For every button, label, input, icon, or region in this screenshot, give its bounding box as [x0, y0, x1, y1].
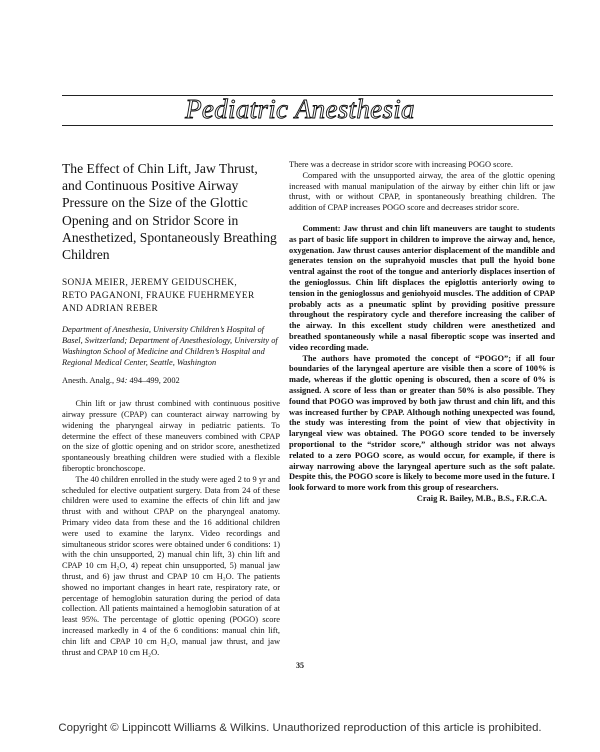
- citation-volume: 94:: [114, 376, 128, 386]
- author-line: AND ADRIAN REBER: [62, 304, 158, 315]
- author-list: [62, 277, 280, 316]
- section-title: Pediatric Anesthesia: [185, 94, 415, 124]
- left-column: [62, 160, 280, 658]
- section-header: [0, 81, 600, 139]
- body-paragraph: The 40 children enrolled in the study were aged 2 to 9 yr and scheduled for elective outpatient surgery. Data from 24 of these children were used to examine the effects of chin lift and jaw thrust with and without CPAP on the pharyngeal anatomy. Primary video data from these and the 16 additional children were used to examine the larynx. Video recordings and simultaneous stridor scores were obtained under 6 conditions: 1) with the chin unsupported, 2) manual chin lift, 3) chin lift and CPAP 10 cm H₂O, 4) repeat chin unsupported, 5) manual jaw thrust, and 6) jaw thrust and CPAP 10 cm H₂O. The patients showed no important changes in heart rate, respiratory rate, or percentage of hemoglobin saturation during the period of data collection. All patients maintained a hemoglobin saturation of at least 95%. The percentage of glottic opening (POGO) score increased markedly in 4 of the 6 conditions: manual chin lift, chin lift and CPAP 10 cm H₂O, manual jaw thrust, and jaw thrust and CPAP 10 cm H₂O.: [62, 474, 280, 657]
- author-line: RETO PAGANONI, FRAUKE FUEHRMEYER: [62, 291, 255, 302]
- comment-paragraph: The authors have promoted the concept of “POGO”; if all four boundaries of the laryngeal aperture are visible then a score of 100% is made, whereas if the glottic opening is obscured, then a score of 0% is assigned. A score of less than or greater than 50% is also possible. They found that POGO was improved by both jaw thrust and chin lift, and this was increased further by CPAP. Although nothing unexpected was found, the study was interesting from the point of view that objectivity in laryngeal view was obtained. The POGO score tended to be inversely proportional to the “stridor score,” although stridor was not always related to a zero POGO score, as would occur, for example, if there is airway narrowing above the laryngeal aperture such as the soft palate. Despite this, the POGO score is likely to become more used in the future. I look forward to more work from this group of researchers.: [289, 353, 555, 493]
- citation-prefix: Anesth. Analg.,: [62, 376, 115, 386]
- body-paragraph: There was a decrease in stridor score with increasing POGO score.: [289, 160, 513, 169]
- article-title: The Effect of Chin Lift, Jaw Thrust, and Continuous Positive Airway Pressure on the Size of the Glottic Opening and on Stridor Score in Anesthetized, Spontaneously Breathing Children: [62, 161, 277, 263]
- affiliation: Department of Anesthesia, University Children’s Hospital of Basel, Switzerland; Department of Anesthesiology, University of Washington School of Medicine and Children’s Hospital and Regional Medical Center, Seattle, Washington: [62, 325, 278, 367]
- citation-pages: 494–499, 2002: [127, 376, 180, 386]
- author-line: SONJA MEIER, JEREMY GEIDUSCHEK,: [62, 278, 238, 289]
- body-paragraph: Chin lift or jaw thrust combined with continuous positive airway pressure (CPAP) can counteract airway narrowing by widening the pharyngeal airway in pediatric patients. To determine the effect of these maneuvers combined with CPAP on the size of glottic opening and on stridor score, anesthetized spontaneously breathing children were studied with a flexible fiberoptic bronchoscope.: [62, 399, 280, 473]
- comment-paragraph: Comment: Jaw thrust and chin lift maneuvers are taught to students as part of basic life support in children to improve the airway and, hence, oxygenation. Jaw thrust causes anterior displacement of the mandible and generates tension on the suprahyoid muscles that pull the hyoid bone ventral against the root of the tongue and anteriorly displaces insertion of the genioglossus. Chin lift displaces the epiglottis anteriorly owing to tension in the genioglossus and geniohyoid muscles. The addition of CPAP probably acts as a pneumatic splint by providing positive pressure throughout the respiratory cycle and therefore increasing the caliber of the airway. In this excellent study children were anesthetized and breathed spontaneously while a nasal fiberoptic scope was inserted and video recording made.: [289, 223, 555, 352]
- citation: [62, 376, 280, 387]
- header-bottom-rule: [62, 125, 553, 126]
- right-column: [289, 160, 555, 505]
- body-paragraph: Compared with the unsupported airway, the area of the glottic opening increased with manual manipulation of the airway by either chin lift or jaw thrust, with or without CPAP, in spontaneously breathing children. The addition of CPAP increases POGO score and decreases stridor score.: [289, 170, 555, 213]
- comment-signature: Craig R. Bailey, M.B., B.S., F.R.C.A.: [416, 493, 547, 503]
- page-number: 35: [296, 661, 304, 670]
- copyright-notice: Copyright © Lippincott Williams & Wilkins. Unauthorized reproduction of this article is prohibited.: [58, 722, 542, 734]
